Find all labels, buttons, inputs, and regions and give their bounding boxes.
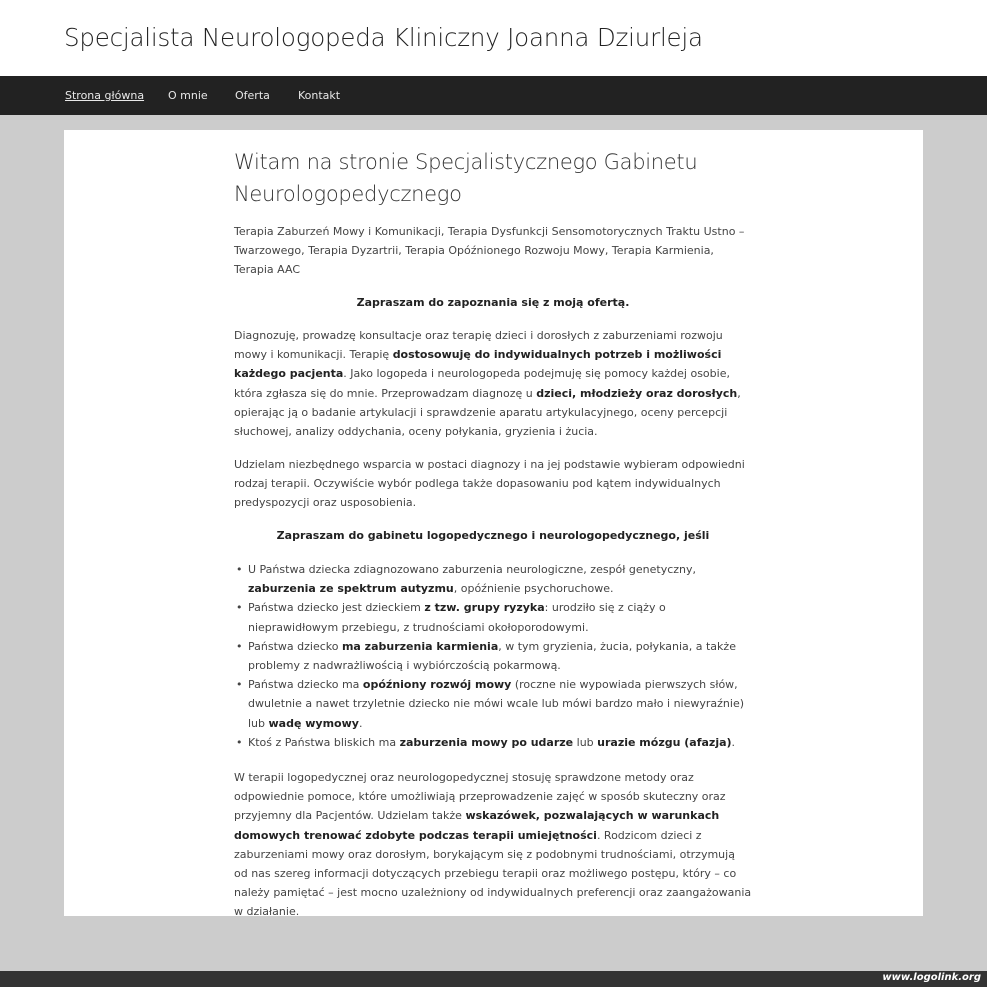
text-span: , opóźnienie psychoruchowe. <box>453 582 614 596</box>
footer-bar <box>0 971 987 987</box>
list-item <box>234 598 752 636</box>
text-span: Ktoś z Państwa bliskich ma <box>248 735 400 749</box>
site-title[interactable]: Specjalista Neurologopeda Kliniczny Joanna Dziurleja <box>64 23 703 52</box>
text-span: (roczne nie wypowiada pierwszych słów, dwuletnie a nawet trzyletnie dziecko nie mówi wcale lub mówi bardzo mało i niewyraźnie) lub <box>248 678 744 730</box>
bold-span: ma zaburzenia karmienia <box>341 639 499 653</box>
nav-item-contact[interactable]: Kontakt <box>298 89 341 102</box>
bold-span: zaburzenia ze spektrum autyzmu <box>248 582 454 596</box>
methods-paragraph <box>234 768 752 922</box>
invite-text: Zapraszam do zapoznania się z moją ofertą. <box>356 296 630 309</box>
text-span: Państwa dziecko <box>248 639 342 653</box>
intro-paragraph: Terapia Zaburzeń Mowy i Komunikacji, Terapia Dysfunkcji Sensomotorycznych Traktu Ustno – Twarzowego, Terapia Dyzartrii, Terapia Opóźnionego Rozwoju Mowy, Terapia Karmienia, Terapia AAC <box>234 225 745 277</box>
bold-span: opóźniony rozwój mowy <box>362 678 512 692</box>
bold-span: wskazówek, pozwalających w warunkach domowych trenować zdobyte podczas terapii umiejętności <box>234 809 720 842</box>
text-span: , w tym gryzienia, żucia, połykania, a także problemy z nadwrażliwością i wybiórczością pokarmową. <box>248 639 736 673</box>
invite-clinic-text: Zapraszam do gabinetu logopedycznego i neurologopedycznego, jeśli <box>276 529 710 542</box>
text-span: . <box>358 716 363 730</box>
nav-item-home[interactable]: Strona główna <box>65 89 145 102</box>
text-span: : urodziło się z ciąży o nieprawidłowym przebiegu, z trudnościami okołoporodowymi. <box>248 601 666 634</box>
list-item <box>234 733 752 752</box>
text-span: , opierając ją o badanie artykulacji i sprawdzenie aparatu artykulacyjnego, oceny percepcji słuchowej, analizy oddychania, oceny połykania, gryzienia i żucia. <box>234 386 741 439</box>
nav-item-offer[interactable]: Oferta <box>235 89 270 102</box>
text-span: . <box>731 735 736 749</box>
text-span: Państwa dziecko jest dzieckiem <box>248 601 425 615</box>
text-span: U Państwa dziecka zdiagnozowano zaburzenia neurologiczne, zespół genetyczny, <box>248 563 697 576</box>
text-span: . Rodzicom dzieci z zaburzeniami mowy oraz dorosłym, borykającym się z podobnymi trudnościami, otrzymują od nas szereg informacji dotyczących przebiegu terapii oraz możliwego postępu, który – co należy pamiętać – jest mocno uzależniony od indywidualnych preferencji oraz zaangażowania w działanie. <box>234 828 752 919</box>
bold-span: dostosowuję do indywidualnych potrzeb i możliwości każdego pacjenta <box>234 348 722 381</box>
bold-span: urazie mózgu (afazja) <box>597 735 732 749</box>
bold-span: dzieci, młodzieży oraz dorosłych <box>536 386 738 400</box>
text-span: Państwa dziecko ma <box>248 678 363 692</box>
conditions-list <box>234 560 752 752</box>
text-span: W terapii logopedycznej oraz neurologopedycznej stosuję sprawdzone metody oraz odpowiednie pomoce, które umożliwiają przeprowadzenie zajęć w sposób skuteczny oraz przyjemny dla Pacjentów. Udzielam także <box>234 771 726 823</box>
list-item <box>234 675 752 733</box>
bold-span: z tzw. grupy ryzyka <box>424 601 545 615</box>
text-span: . Jako logopeda i neurologopeda podejmuję się pomocy każdej osobie, która zgłasza się do mnie. Przeprowadzam diagnozę u <box>234 367 730 400</box>
text-span: Diagnozuję, prowadzę konsultacje oraz terapię dzieci i dorosłych z zaburzeniami rozwoju mowy i komunikacji. Terapię <box>234 329 723 362</box>
list-item <box>234 637 752 675</box>
invite-clinic-line <box>234 526 752 545</box>
content-area <box>64 130 923 919</box>
bold-span: wadę wymowy <box>268 716 359 730</box>
invite-line <box>234 293 752 312</box>
main-navigation <box>0 76 987 115</box>
nav-item-about[interactable]: O mnie <box>168 89 208 102</box>
list-item <box>234 560 752 598</box>
diagnosis-paragraph <box>234 326 752 441</box>
text-span: lub <box>573 735 598 749</box>
site-header <box>0 0 987 76</box>
watermark: www.logolink.org <box>882 972 981 983</box>
support-paragraph: Udzielam niezbędnego wsparcia w postaci diagnozy i na jej podstawie wybieram odpowiedni rodzaj terapii. Oczywiście wybór podlega także dopasowaniu pod kątem indywidualnych predyspozycji oraz usposobienia. <box>234 458 745 510</box>
bold-span: zaburzenia mowy po udarze <box>399 735 574 749</box>
page-title: Witam na stronie Specjalistycznego Gabinetu Neurologopedycznego <box>234 150 698 206</box>
